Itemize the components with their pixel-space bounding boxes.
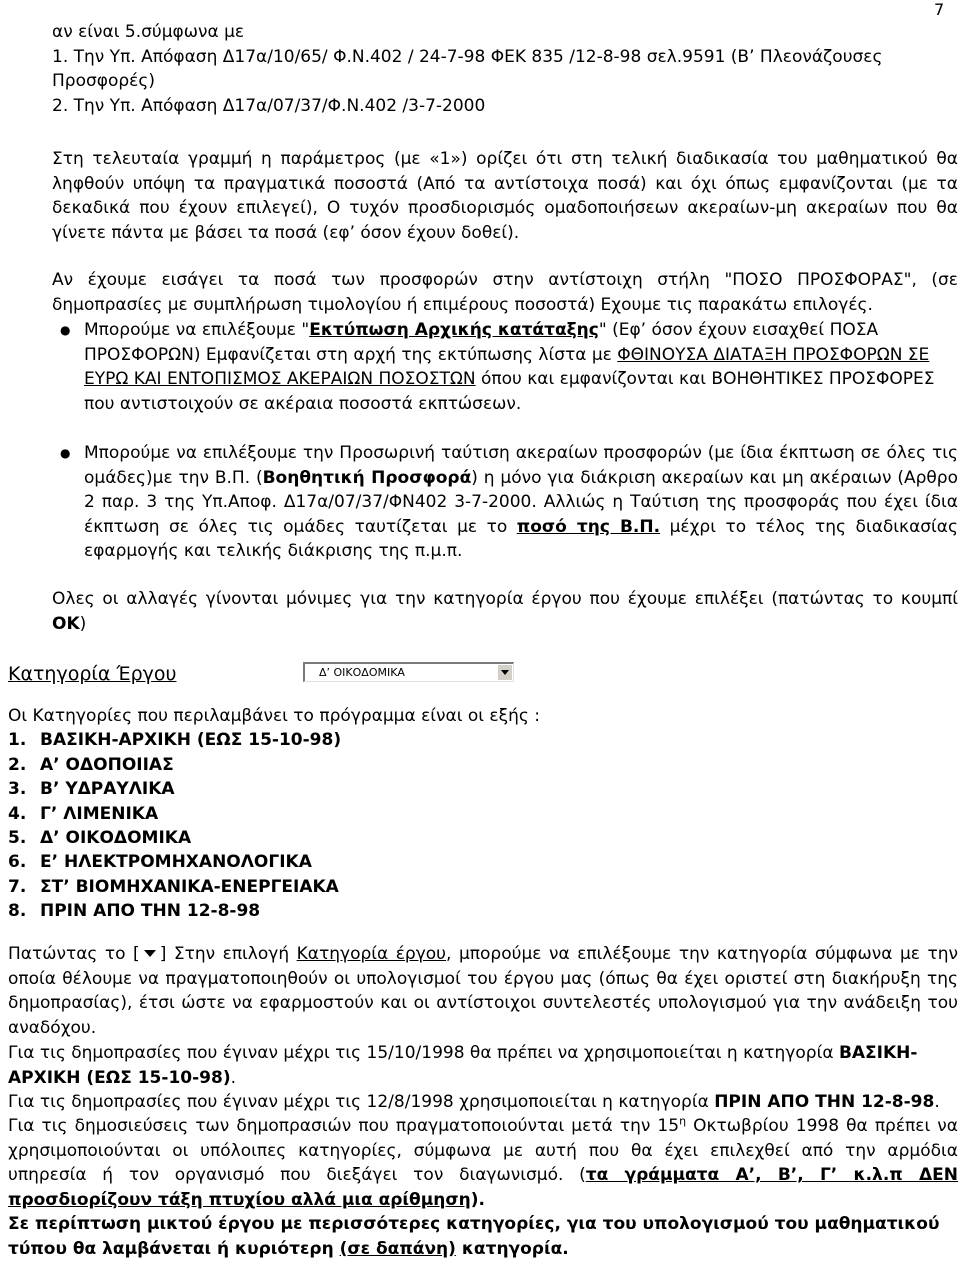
page-number: 7 (934, 0, 945, 19)
list-item: 5. Δ’ ΟΙΚΟΔΟΜΙΚΑ (8, 828, 192, 849)
intro-line-2: 1. Την Υπ. Απόφαση Δ17α/10/65/ Φ.Ν.402 / 24-7-98 ΦΕΚ 835 /12-8-98 σελ.9591 (Β’ Πλεονάζουσες Προσφορές) (52, 46, 883, 91)
intro-line-3: 2. Την Υπ. Απόφαση Δ17α/07/37/Φ.Ν.402 /3-7-2000 (52, 95, 486, 116)
list-item: 4. Γ’ ΛΙΜΕΝΙΚΑ (8, 803, 159, 824)
paragraph-before-category: Για τις δημοπρασίες που έγιναν μέχρι τις 12/8/1998 χρησιμοποιείται η κατηγορία ΠΡΙΝ ΑΠΟ ΤΗΝ 12-8-98. (8, 1092, 940, 1112)
list-item: 6. Ε’ ΗΛΕΚΤΡΟΜΗΧΑΝΟΛΟΓΙΚΑ (8, 852, 312, 873)
paragraph-basic-category: Για τις δημοπρασίες που έγιναν μέχρι τις 15/10/1998 θα πρέπει να χρησιμοποιείται η κατηγορία ΒΑΣΙΚΗ-ΑΡΧΙΚΗ (ΕΩΣ 15-10-98). (8, 1043, 918, 1088)
paragraph-changes: Ολες οι αλλαγές γίνονται μόνιμες για την κατηγορία έργου που έχουμε επιλέξει (πατώντας το κουμπί ΟΚ) (52, 589, 958, 634)
intro-line-1: αν είναι 5.σύμφωνα με (52, 22, 245, 42)
category-heading: Κατηγορία Έργου (8, 663, 177, 685)
chevron-down-icon[interactable] (497, 665, 512, 680)
list-item: 3. Β’ ΥΔΡΑΥΛΙΚΑ (8, 779, 175, 800)
initial-ranking-link: Εκτύπωση Αρχικής κατάταξης (309, 320, 599, 340)
list-item: 7. ΣΤ’ ΒΙΟΜΗΧΑΝΙΚΑ-ΕΝΕΡΓΕΙΑΚΑ (8, 876, 339, 897)
list-item: 1. ΒΑΣΙΚΗ-ΑΡΧΙΚΗ (ΕΩΣ 15-10-98) (8, 730, 342, 751)
bullet-icon: ● (60, 446, 71, 460)
category-list (8, 704, 540, 924)
dropdown-arrow-icon (144, 950, 156, 957)
paragraph-mixed-project: Σε περίπτωση μικτού έργου με περισσότερες κατηγορίες, για του υπολογισμού του μαθηματικού τύπου θα λαμβάνεται ή κυριότερη (σε δαπάνη) κατηγορία. (8, 1214, 940, 1259)
bullet-auxiliary-offer: Μπορούμε να επιλέξουμε την Προσωρινή ταύτιση ακεραίων προσφορών (με ίδια έκπτωση σε όλες τις ομάδες)με την Β.Π. (Βοηθητική Προσφορά) η μόνο για διάκριση ακεραίων και μη ακέραιων (Αρθρο 2 παρ. 3 της Υπ.Αποφ. Δ17α/07/37/ΦΝ402 3-7-2000. Αλλιώς η Ταύτιση της προσφοράς που έχει ίδια έκπτωση σε όλες τις ομάδες ταυτίζεται με το ποσό της Β.Π. μέχρι το τέλος της διαδικασίας εφαρμογής και τελικής διάκρισης της π.μ.π. (84, 443, 958, 561)
intro-block (52, 20, 958, 118)
paragraph-parameter: Στη τελευταία γραμμή η παράμετρος (με «1») ορίζει ότι στη τελική διαδικασία του μαθηματικού θα ληφθούν υπόψη τα πραγματικά ποσοστά (Από τα αντίστοιχα ποσά) και όχι όπως εμφανίζονται (με τα δεκαδικά που έχουν επιλεγεί), Ο τυχόν προσδιορισμός ομαδοποιήσεων ακεραίων-μη ακεραίων που θα γίνετε πάντα με βάσει τα ποσά (εφ’ όσον έχουν δοθεί). (52, 149, 958, 243)
categories-intro: Οι Κατηγορίες που περιλαμβάνει το πρόγραμμα είναι οι εξής : (8, 706, 540, 726)
category-select-value: Δ’ ΟΙΚΟΔΟΜΙΚΑ (319, 666, 405, 679)
category-select[interactable] (303, 662, 514, 682)
list-item: 2. Α’ ΟΔΟΠΟΙΙΑΣ (8, 754, 174, 775)
list-item: 8. ΠΡΙΝ ΑΠΟ ΤΗΝ 12-8-98 (8, 901, 261, 922)
paragraph-options: Αν έχουμε εισάγει τα ποσά των προσφορών στην αντίστοιχη στήλη "ΠΟΣΟ ΠΡΟΣΦΟΡΑΣ", (σε δημοπρασίες με συμπλήρωση τιμολογίου ή επιμέρους ποσοστά) Εχουμε τις παρακάτω επιλογές. (52, 270, 958, 315)
paragraph-category-choice: Πατώντας το [ ] Στην επιλογή Κατηγορία έργου, μπορούμε να επιλέξουμε την κατηγορία σύμφωνα με την οποία θέλουμε να πραγματοποιηθούν οι υπολογισμοί του έργου μας (όπως θα έχει οριστεί στη διακήρυξη της δημοπρασίας), έτσι ώστε να εφαρμοστούν και οι αντίστοιχοι συντελεστές υπολογισμού για την ανάδειξη του αναδόχου. (8, 944, 959, 1038)
bullet-initial-ranking: Μπορούμε να επιλέξουμε "Εκτύπωση Αρχικής κατάταξης" (Εφ’ όσον έχουν εισαχθεί ΠΟΣΑ ΠΡΟΣΦΟΡΩΝ) Εμφανίζεται στη αρχή της εκτύπωσης λίστα με ΦΘΙΝΟΥΣΑ ΔΙΑΤΑΞΗ ΠΡΟΣΦΟΡΩΝ ΣΕ ΕΥΡΩ ΚΑΙ ΕΝΤΟΠΙΣΜΟΣ ΑΚΕΡΑΙΩΝ ΠΟΣΟΣΤΩΝ όπου και εμφανίζονται και ΒΟΗΘΗΤΙΚΕΣ ΠΡΟΣΦΟΡΕΣ που αντιστοιχούν σε ακέραια ποσοστά εκπτώσεων. (84, 320, 935, 414)
bullet-icon: ● (60, 323, 71, 337)
paragraph-other-categories: Για τις δημοσιεύσεις των δημοπρασιών που πραγματοποιούνται μετά την $15^\eta$ Οκτωβρίου 1998 θα πρέπει να χρησιμοποιούνται οι υπόλοιπες κατηγορίες, σύμφωνα με αυτή που θα έχει επιλεχθεί από την αρμόδια υπηρεσία ή τον οργανισμό που διεξάγει τον διαγωνισμό. (τα γράμματα Α’, Β’, Γ’ κ.λ.π ΔΕΝ προσδιορίζουν τάξη πτυχίου αλλά μια αρίθμηση). (8, 1114, 959, 1210)
